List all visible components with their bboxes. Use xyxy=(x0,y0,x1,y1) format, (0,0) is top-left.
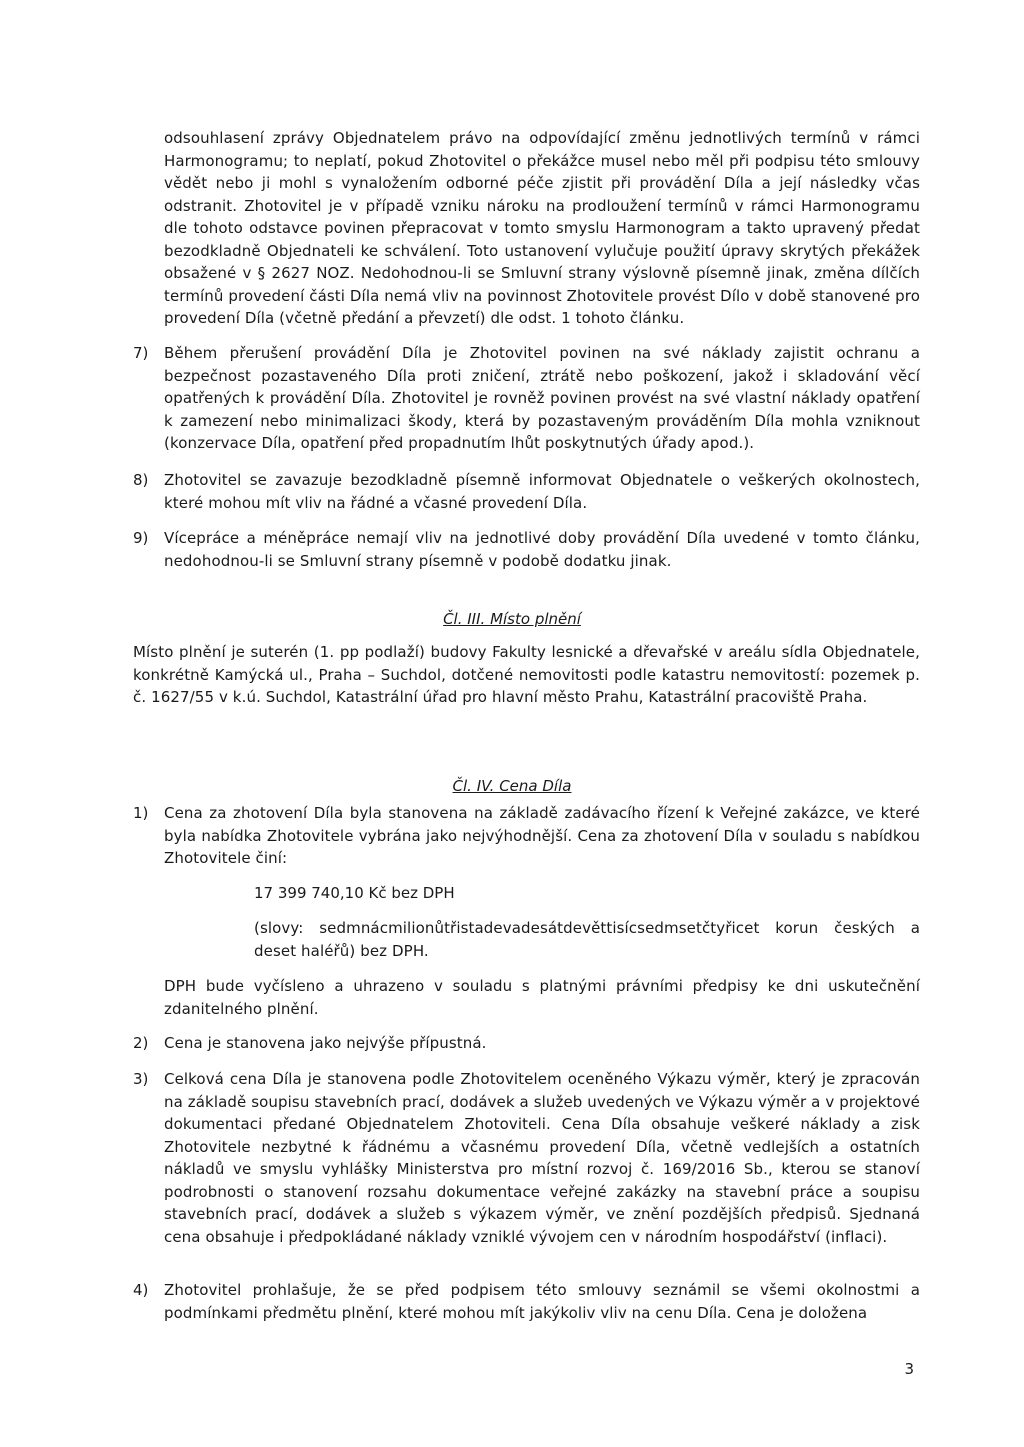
intro-paragraph: odsouhlasení zprávy Objednatelem právo na odpovídající změnu jednotlivých termínů v rámci Harmonogramu; to neplatí, pokud Zhotovitel o překážce musel nebo měl při podpisu této smlouvy vědět nebo ji mohl s vynaložením odborné péče zjistit při provádění Díla a její následky včas odstranit. Zhotovitel je v případě vzniku nároku na prodloužení termínů v rámci Harmonogramu dle tohoto odstavce povinen přepracovat v tomto smyslu Harmonogram a takto upravený předat bezodkladně Objednateli ke schválení. Toto ustanovení vylučuje použití úpravy skrytých překážek obsažené v § 2627 NOZ. Nedohodnou-li se Smluvní strany výslovně písemně jinak, změna dílčích termínů provedení části Díla nemá vliv na povinnost Zhotovitele provést Dílo v době stanovené pro provedení Díla (včetně předání a převzetí) dle odst. 1 tohoto článku. xyxy=(164,129,920,327)
item-number: 8) xyxy=(133,471,149,489)
item-number: 2) xyxy=(133,1034,149,1052)
article-3-heading: Čl. III. Místo plnění xyxy=(443,610,581,628)
item-number: 1) xyxy=(133,804,149,822)
item-7-text: Během přerušení provádění Díla je Zhotovitel povinen na své náklady zajistit ochranu a bezpečnost pozastaveného Díla proti zničení, ztrátě nebo poškození, jakož i skladování věcí opatřených k provádění Díla. Zhotovitel je rovněž povinen provést na své vlastní náklady opatření k zamezení nebo minimalizaci škody, která by pozastaveným prováděním Díla mohla vzniknout (konzervace Díla, opatření před propadnutím lhůt poskytnutých úřady apod.). xyxy=(164,344,920,452)
item-number: 4) xyxy=(133,1281,149,1299)
item-9-text: Vícepráce a méněpráce nemají vliv na jednotlivé doby provádění Díla uvedené v tomto článku, nedohodnou-li se Smluvní strany písemně v podobě dodatku jinak. xyxy=(164,529,920,570)
article-4-item-2-text: Cena je stanovena jako nejvýše přípustná. xyxy=(164,1034,487,1052)
item-number: 7) xyxy=(133,344,149,362)
page-number: 3 xyxy=(904,1360,914,1378)
article-4-item-1-text: Cena za zhotovení Díla byla stanovena na základě zadávacího řízení k Veřejné zakázce, ve které byla nabídka Zhotovitele vybrána jako nejvýhodnější. Cena za zhotovení Díla v souladu s nabídkou Zhotovitele činí: xyxy=(164,804,920,867)
article-4-item-3-text: Celková cena Díla je stanovena podle Zhotovitelem oceněného Výkazu výměr, který je zpracován na základě soupisu stavebních prací, dodávek a služeb uvedených ve Výkazu výměr a v projektové dokumentaci předané Objednatelem Zhotoviteli. Cena Díla obsahuje veškeré náklady a zisk Zhotovitele nezbytné k řádnému a včasnému provedení Díla, včetně vedlejších a ostatních nákladů ve smyslu vyhlášky Ministerstva pro místní rozvoj č. 169/2016 Sb., kterou se stanoví podrobnosti o stanovení rozsahu dokumentace veřejné zakázky na stavební práce a soupisu stavebních prací, dodávek a služeb s výkazem výměr, ve znění pozdějších předpisů. Sjednaná cena obsahuje i předpokládané náklady vzniklé vývojem cen v národním hospodářství (inflaci). xyxy=(164,1070,920,1246)
item-number: 9) xyxy=(133,529,149,547)
price-value: 17 399 740,10 Kč bez DPH xyxy=(254,884,455,902)
vat-paragraph: DPH bude vyčísleno a uhrazeno v souladu s platnými právními předpisy ke dni uskutečnění zdanitelného plnění. xyxy=(164,977,920,1018)
item-number: 3) xyxy=(133,1070,149,1088)
article-3-text: Místo plnění je suterén (1. pp podlaží) budovy Fakulty lesnické a dřevařské v areálu sídla Objednatele, konkrétně Kamýcká ul., Praha – Suchdol, dotčené nemovitosti podle katastru nemovitostí: pozemek p. č. 1627/55 v k.ú. Suchdol, Katastrální úřad pro hlavní město Prahu, Katastrální pracoviště Praha. xyxy=(133,643,920,706)
price-in-words: (slovy: sedmnácmilionůtřistadevadesátdevěttisícsedmsetčtyřicet korun českých a deset haléřů) bez DPH. xyxy=(254,919,920,960)
article-4-item-4-text: Zhotovitel prohlašuje, že se před podpisem této smlouvy seznámil se všemi okolnostmi a podmínkami předmětu plnění, které mohou mít jakýkoliv vliv na cenu Díla. Cena je doložena xyxy=(164,1281,920,1322)
item-8-text: Zhotovitel se zavazuje bezodkladně písemně informovat Objednatele o veškerých okolnostech, které mohou mít vliv na řádné a včasné provedení Díla. xyxy=(164,471,920,512)
article-4-heading: Čl. IV. Cena Díla xyxy=(452,777,572,795)
